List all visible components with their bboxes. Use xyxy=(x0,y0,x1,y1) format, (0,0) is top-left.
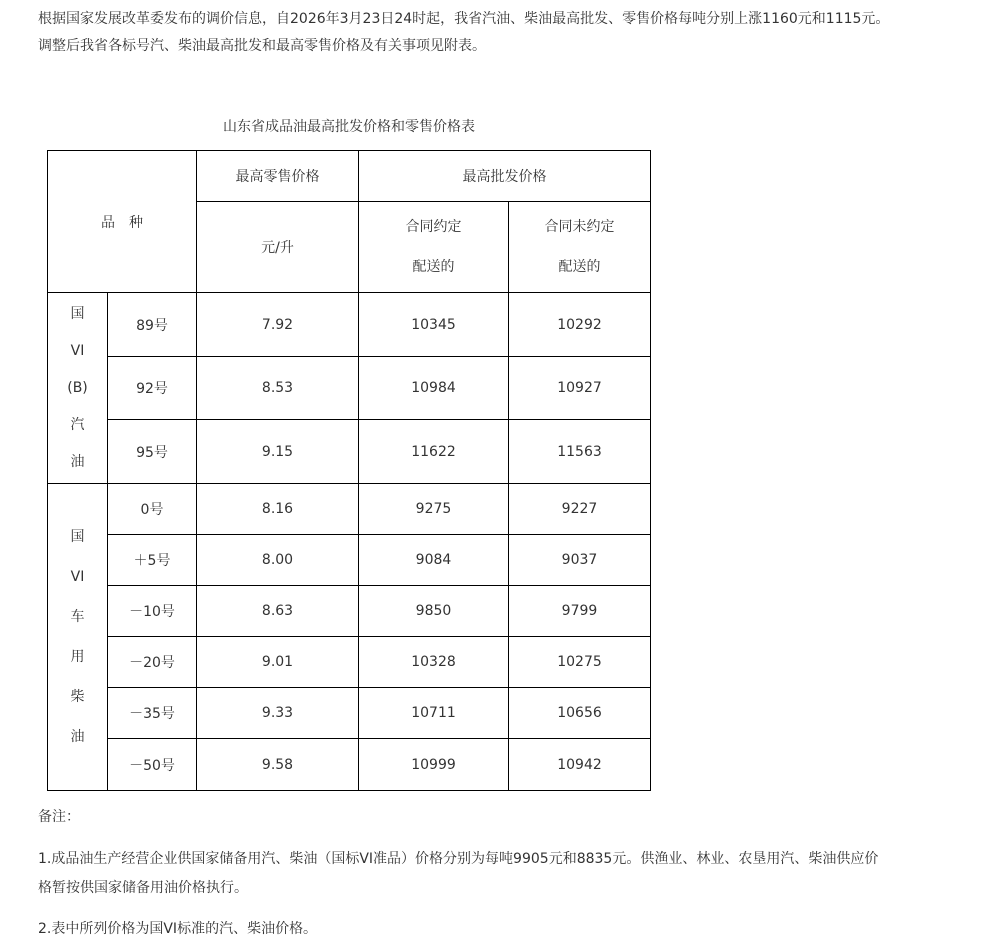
no-contract-header xyxy=(509,202,651,293)
gasoline-label-char: 汽 xyxy=(70,416,85,433)
retail-cell: 9.33 xyxy=(197,688,359,739)
gasoline-label-char: 油 xyxy=(70,453,85,470)
intro-line-2: 调整后我省各标号汽、柴油最高批发和最高零售价格及有关事项见附表。 xyxy=(38,38,486,54)
diesel-label-char: 车 xyxy=(70,609,85,625)
gasoline-label-char: (B) xyxy=(67,379,88,396)
no-contract-cell: 10942 xyxy=(509,739,651,791)
diesel-label-char: 国 xyxy=(70,529,85,545)
table-row xyxy=(48,357,651,420)
header-row-1 xyxy=(48,151,651,202)
gasoline-group-label xyxy=(48,293,108,484)
diesel-label-char: 油 xyxy=(70,729,85,745)
gasoline-label-char: VI xyxy=(70,342,85,359)
note-1 xyxy=(38,845,978,903)
retail-cell: 8.00 xyxy=(197,535,359,586)
intro-line-1: 根据国家发展改革委发布的调价信息，自2026年3月23日24时起，我省汽油、柴油最高批发、零售价格每吨分别上涨1160元和1115元。 xyxy=(38,11,890,27)
retail-cell: 9.58 xyxy=(197,739,359,791)
wholesale-header: 最高批发价格 xyxy=(359,151,651,202)
table-row xyxy=(48,484,651,535)
no-contract-cell: 10275 xyxy=(509,637,651,688)
no-contract-cell: 10927 xyxy=(509,357,651,420)
grade-cell: －35号 xyxy=(108,688,197,739)
table-row xyxy=(48,637,651,688)
contract-cell: 9084 xyxy=(359,535,509,586)
table-row xyxy=(48,586,651,637)
note-1-line-2: 格暂按供国家储备用油价格执行。 xyxy=(38,880,248,896)
no-contract-header-line-2: 配送的 xyxy=(558,259,601,275)
grade-cell: 95号 xyxy=(108,420,197,484)
price-table xyxy=(47,150,651,791)
notes-title: 备注： xyxy=(38,809,80,825)
variety-header: 品 种 xyxy=(48,151,197,293)
grade-cell: 89号 xyxy=(108,293,197,357)
diesel-label-char: 柴 xyxy=(70,689,85,705)
contract-cell: 10711 xyxy=(359,688,509,739)
note-1-line-1: 1.成品油生产经营企业供国家储备用汽、柴油（国标VI准品）价格分别为每吨9905元和8835元。供渔业、林业、农垦用汽、柴油供应价 xyxy=(38,851,879,867)
contract-cell: 10345 xyxy=(359,293,509,357)
contract-cell: 10999 xyxy=(359,739,509,791)
contract-header-line-2: 配送的 xyxy=(412,259,455,275)
table-row xyxy=(48,535,651,586)
notes-section xyxy=(38,805,978,941)
intro-paragraph xyxy=(38,6,978,60)
grade-cell: －10号 xyxy=(108,586,197,637)
no-contract-cell: 10656 xyxy=(509,688,651,739)
retail-cell: 8.53 xyxy=(197,357,359,420)
diesel-label-char: VI xyxy=(70,569,85,585)
retail-cell: 8.63 xyxy=(197,586,359,637)
contract-header xyxy=(359,202,509,293)
no-contract-cell: 10292 xyxy=(509,293,651,357)
no-contract-header-line-1: 合同未约定 xyxy=(544,219,615,235)
contract-header-line-1: 合同约定 xyxy=(405,219,462,235)
no-contract-cell: 9799 xyxy=(509,586,651,637)
retail-header: 最高零售价格 xyxy=(197,151,359,202)
contract-cell: 11622 xyxy=(359,420,509,484)
grade-cell: －50号 xyxy=(108,739,197,791)
no-contract-cell: 9037 xyxy=(509,535,651,586)
table-row xyxy=(48,688,651,739)
retail-unit: 元/升 xyxy=(197,202,359,293)
contract-cell: 9275 xyxy=(359,484,509,535)
table-row xyxy=(48,420,651,484)
diesel-label-char: 用 xyxy=(70,649,85,665)
table-title: 山东省成品油最高批发价格和零售价格表 xyxy=(223,119,475,135)
grade-cell: 92号 xyxy=(108,357,197,420)
retail-cell: 7.92 xyxy=(197,293,359,357)
no-contract-cell: 9227 xyxy=(509,484,651,535)
table-row xyxy=(48,293,651,357)
note-2: 2.表中所列价格为国VI标准的汽、柴油价格。 xyxy=(38,921,318,937)
grade-cell: 0号 xyxy=(108,484,197,535)
contract-cell: 9850 xyxy=(359,586,509,637)
grade-cell: －20号 xyxy=(108,637,197,688)
retail-cell: 8.16 xyxy=(197,484,359,535)
retail-cell: 9.01 xyxy=(197,637,359,688)
diesel-group-label xyxy=(48,484,108,791)
gasoline-label-char: 国 xyxy=(70,305,85,322)
contract-cell: 10984 xyxy=(359,357,509,420)
retail-cell: 9.15 xyxy=(197,420,359,484)
contract-cell: 10328 xyxy=(359,637,509,688)
grade-cell: ＋5号 xyxy=(108,535,197,586)
no-contract-cell: 11563 xyxy=(509,420,651,484)
table-row xyxy=(48,739,651,791)
